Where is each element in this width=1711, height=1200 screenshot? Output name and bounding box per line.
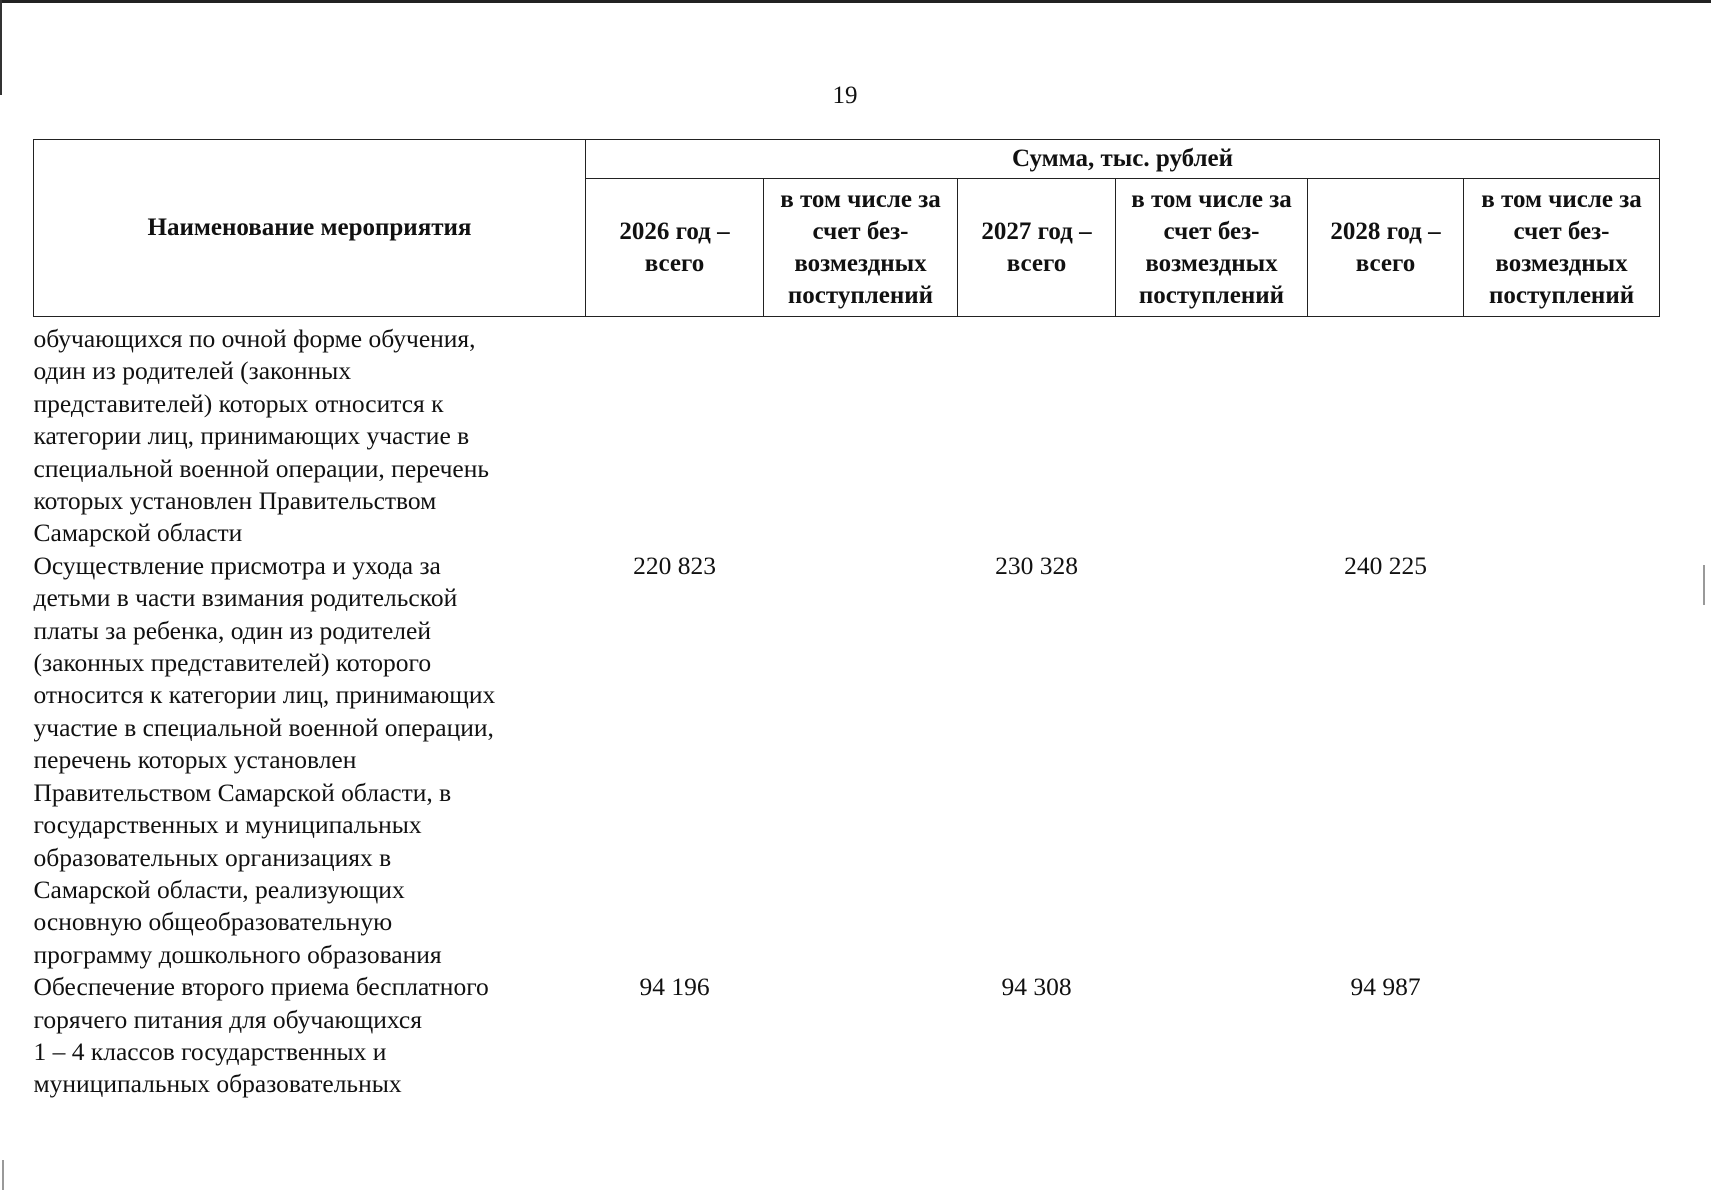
column-header-2026-grants: в том числе за счет без-возмездных поступлений [764,179,958,317]
value-2026-total [586,317,764,550]
column-header-sum-group: Сумма, тыс. рублей [586,140,1660,179]
value-2027-total [958,317,1116,550]
page-left-border [0,0,2,95]
value-2027-grants [1116,317,1308,550]
budget-table [33,139,1660,1101]
column-header-2027-grants: в том числе за счет без-возмездных поступлений [1116,179,1308,317]
table-row [34,550,1660,971]
column-header-2028-total: 2028 год – всего [1308,179,1464,317]
value-2026-total: 94 196 [639,972,710,1002]
page-top-border [0,0,1711,3]
value-2026-grants [764,550,958,971]
column-header-2027-total: 2027 год – всего [958,179,1116,317]
value-2026-grants [764,317,958,550]
value-2026-total: 220 823 [633,550,716,580]
value-2028-grants [1464,971,1660,1101]
scan-edge-mark [1703,565,1705,605]
value-2027-grants [1116,550,1308,971]
column-header-2028-grants: в том числе за счет без-возмездных поступлений [1464,179,1660,317]
value-2027-total: 230 328 [995,550,1078,580]
scan-edge-mark [2,1160,4,1190]
value-2028-total: 94 987 [1350,972,1421,1002]
value-2028-grants [1464,317,1660,550]
page-number: 19 [832,82,858,109]
activity-name: Обеспечение второго приема бесплатного горячего питания для обучающихся 1 – 4 классов государственных и муниципальных образовательных [33,972,489,1099]
value-2027-total: 94 308 [1001,972,1072,1002]
value-2026-grants [764,971,958,1101]
column-header-name: Наименование мероприятия [34,140,586,317]
value-2027-grants [1116,971,1308,1101]
value-2028-grants [1464,550,1660,971]
value-2028-total: 240 225 [1344,550,1427,580]
table-body [34,317,1660,1101]
table-row [34,317,1660,550]
activity-name: обучающихся по очной форме обучения, один из родителей (законных представителей) которых относится к категории лиц, принимающих участие в специальной военной операции, перечень которых установлен Правительством Самарской области [33,324,489,548]
activity-name: Осуществление присмотра и ухода за детьми в части взимания родительской платы за ребенка, один из родителей (законных представителей) которого относится к категории лиц, принимающих участие в специальной военной операции, перечень которых установлен Правительством Самарской области, в государственных и муниципальных образовательных организациях в Самарской области, реализующих основную общеобразовательную программу дошкольного образования [33,550,496,969]
table-row [34,971,1660,1101]
column-header-2026-total: 2026 год – всего [586,179,764,317]
table-header [34,140,1660,317]
value-2028-total [1308,317,1464,550]
